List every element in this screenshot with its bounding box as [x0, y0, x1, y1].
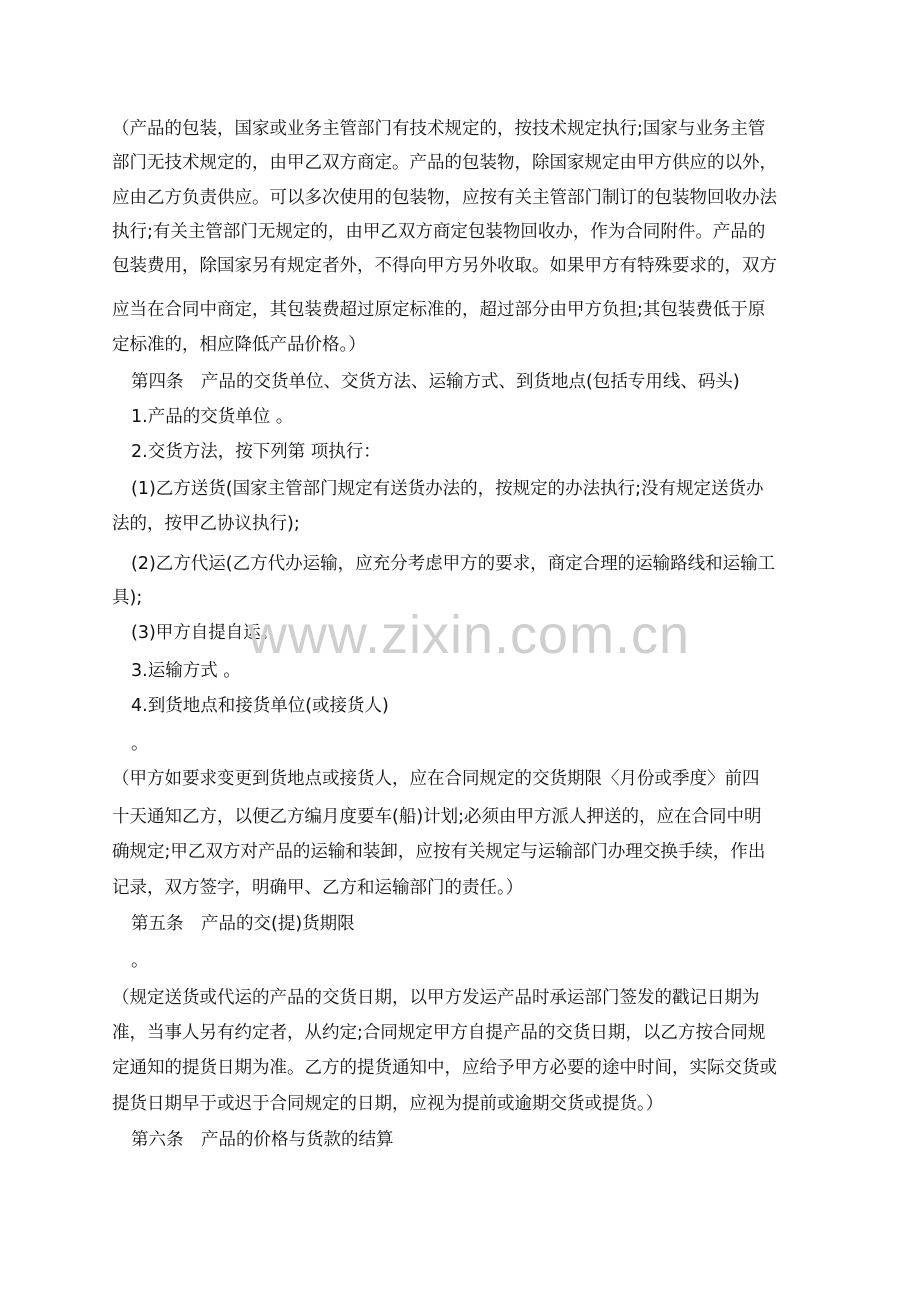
paragraph-line: 具);	[112, 588, 143, 608]
paragraph-line: 记录，双方签字，明确甲、乙方和运输部门的责任。）	[112, 878, 524, 898]
paragraph-line: 法的，按甲乙协议执行);	[112, 514, 300, 534]
paragraph-line: 应由乙方负责供应。可以多次使用的包装物，应按有关主管部门制订的包装物回收办法	[112, 188, 777, 208]
paragraph-line: 定通知的提货日期为准。乙方的提货通知中，应给予甲方必要的途中时间，实际交货或	[112, 1058, 777, 1078]
paragraph-line: 确规定;甲乙双方对产品的运输和装卸，应按有关规定与运输部门办理交换手续，作出	[112, 842, 766, 862]
article-heading: 第五条 产品的交(提)货期限	[131, 914, 355, 934]
list-item: 3.运输方式 。	[131, 661, 241, 681]
paragraph-line: 应当在合同中商定，其包装费超过原定标准的，超过部分由甲方负担;其包装费低于原	[112, 300, 766, 320]
article-heading: 第六条 产品的价格与货款的结算	[131, 1130, 394, 1150]
paragraph-line: （甲方如要求变更到货地点或接货人，应在合同规定的交货期限〈月份或季度〉前四	[112, 769, 760, 789]
paragraph-line: 部门无技术规定的，由甲乙双方商定。产品的包装物，除国家规定由甲方供应的以外，	[112, 153, 777, 173]
paragraph-line: （规定送货或代运的产品的交货日期，以甲方发运产品时承运部门签发的戳记日期为	[112, 988, 760, 1008]
list-item: 2.交货方法，按下列第 项执行：	[131, 442, 381, 462]
paragraph-line: （产品的包装，国家或业务主管部门有技术规定的，按技术规定执行;国家与业务主管	[112, 119, 766, 139]
list-item: (3)甲方自提自运。	[131, 623, 279, 643]
paragraph-line: 定标准的，相应降低产品价格。）	[112, 335, 366, 355]
article-heading: 第四条 产品的交货单位、交货方法、运输方式、到货地点(包括专用线、码头)	[131, 372, 740, 392]
paragraph-line: 执行;有关主管部门无规定的，由甲乙双方商定包装物回收办，作为合同附件。产品的	[112, 222, 766, 242]
paragraph-line: 包装费用，除国家另有规定者外，不得向甲方另外收取。如果甲方有特殊要求的，双方	[112, 256, 777, 276]
list-item: 1.产品的交货单位 。	[131, 407, 294, 427]
paragraph-line: 提货日期早于或迟于合同规定的日期，应视为提前或逾期交货或提货。）	[112, 1094, 664, 1114]
paragraph-line: 准，当事人另有约定者，从约定;合同规定甲方自提产品的交货日期，以乙方按合同规	[112, 1023, 766, 1043]
list-item: (1)乙方送货(国家主管部门规定有送货办法的，按规定的办法执行;没有规定送货办	[131, 479, 764, 499]
paragraph-line: 。	[131, 734, 149, 754]
list-item: (2)乙方代运(乙方代办运输，应充分考虑甲方的要求，商定合理的运输路线和运输工	[131, 554, 776, 574]
list-item: 4.到货地点和接货单位(或接货人)	[131, 696, 389, 716]
watermark: www.zixin.com.cn	[248, 605, 691, 665]
paragraph-line: 。	[131, 951, 149, 971]
paragraph-line: 十天通知乙方，以便乙方编月度要车(船)计划;必须由甲方派人押送的，应在合同中明	[112, 807, 762, 827]
